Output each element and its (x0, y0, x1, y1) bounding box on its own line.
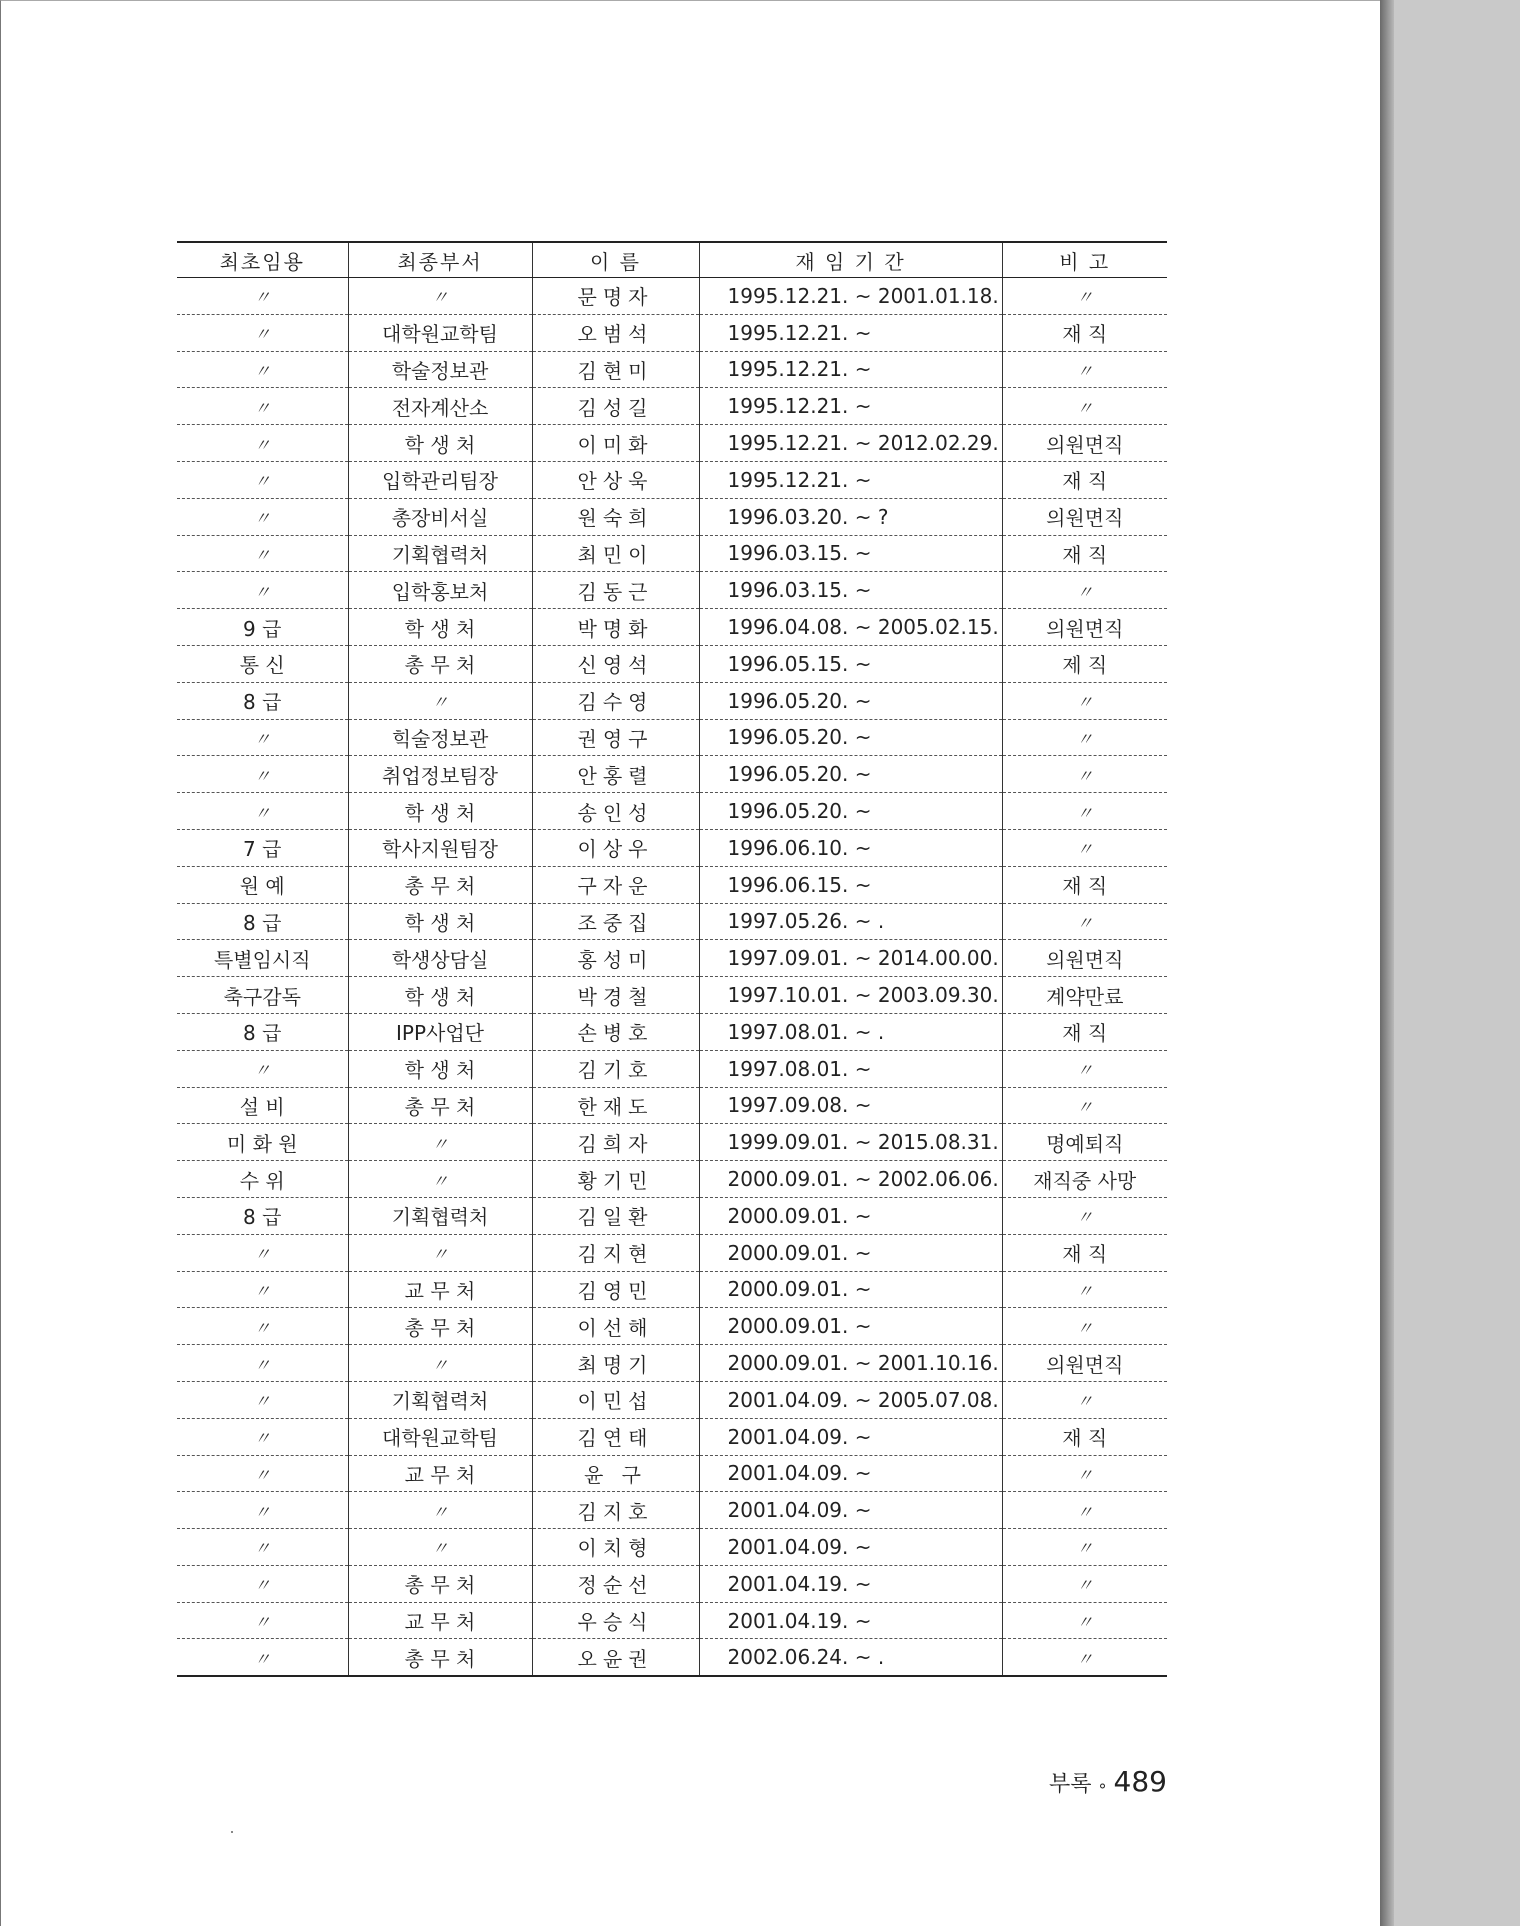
cell-remarks: 〃 (1002, 903, 1167, 940)
cell-first-appointment: 〃 (177, 1455, 348, 1492)
cell-final-department: 〃 (348, 682, 532, 719)
cell-first-appointment: 〃 (177, 278, 348, 315)
cell-remarks: 재 직 (1002, 461, 1167, 498)
table-row (177, 829, 1167, 866)
cell-remarks: 〃 (1002, 1565, 1167, 1602)
cell-final-department: 학 생 처 (348, 1050, 532, 1087)
cell-name: 김지호 (532, 1492, 699, 1529)
cell-final-department: 〃 (348, 1345, 532, 1382)
cell-name: 김성길 (532, 388, 699, 425)
cell-remarks: 제 직 (1002, 645, 1167, 682)
header-remarks: 비 고 (1002, 242, 1167, 278)
cell-final-department: 학술정보관 (348, 351, 532, 388)
cell-first-appointment: 〃 (177, 314, 348, 351)
cell-final-department: 기획협력처 (348, 1197, 532, 1234)
cell-first-appointment: 수 위 (177, 1161, 348, 1198)
cell-final-department: 학 생 처 (348, 793, 532, 830)
cell-tenure-period: 1999.09.01. ~ 2015.08.31. (699, 1124, 1002, 1161)
cell-first-appointment: 〃 (177, 351, 348, 388)
page-number: 489 (1113, 1765, 1167, 1798)
cell-first-appointment: 〃 (177, 1639, 348, 1676)
cell-final-department: 학사지원팀장 (348, 829, 532, 866)
cell-tenure-period: 1997.09.08. ~ (699, 1087, 1002, 1124)
cell-final-department: 힉술정보관 (348, 719, 532, 756)
cell-name: 한재도 (532, 1087, 699, 1124)
cell-first-appointment: 9 급 (177, 609, 348, 646)
cell-first-appointment: 〃 (177, 1565, 348, 1602)
footer-bullet: ∘ (1097, 1775, 1108, 1795)
cell-name: 구자운 (532, 866, 699, 903)
cell-name: 정순선 (532, 1565, 699, 1602)
table-row (177, 682, 1167, 719)
cell-final-department: 학 생 처 (348, 977, 532, 1014)
scan-speck (231, 1831, 233, 1833)
table-row (177, 1639, 1167, 1676)
cell-first-appointment: 〃 (177, 719, 348, 756)
cell-name: 김동근 (532, 572, 699, 609)
cell-tenure-period: 1997.09.01. ~ 2014.00.00. (699, 940, 1002, 977)
cell-final-department: 취업정보팀장 (348, 756, 532, 793)
cell-tenure-period: 1996.05.20. ~ (699, 719, 1002, 756)
cell-name: 김지현 (532, 1234, 699, 1271)
cell-remarks: 〃 (1002, 1050, 1167, 1087)
cell-name: 문명자 (532, 278, 699, 315)
cell-remarks: 재 직 (1002, 535, 1167, 572)
cell-final-department: 총 무 처 (348, 1087, 532, 1124)
cell-first-appointment: 특별임시직 (177, 940, 348, 977)
cell-remarks: 〃 (1002, 278, 1167, 315)
header-first-appointment: 최초임용 (177, 242, 348, 278)
table-row (177, 793, 1167, 830)
cell-first-appointment: 8 급 (177, 1197, 348, 1234)
header-name: 이 름 (532, 242, 699, 278)
cell-final-department: IPP사업단 (348, 1013, 532, 1050)
cell-final-department: 학 생 처 (348, 903, 532, 940)
cell-name: 안상욱 (532, 461, 699, 498)
cell-first-appointment: 〃 (177, 1345, 348, 1382)
cell-final-department: 총 무 처 (348, 1639, 532, 1676)
cell-first-appointment: 〃 (177, 756, 348, 793)
cell-tenure-period: 2000.09.01. ~ 2001.10.16. (699, 1345, 1002, 1382)
page-shadow (1380, 0, 1394, 1926)
table-row (177, 1492, 1167, 1529)
table-row (177, 1308, 1167, 1345)
cell-final-department: 교 무 처 (348, 1602, 532, 1639)
table-row (177, 1455, 1167, 1492)
table-header (177, 242, 1167, 278)
cell-name: 최민이 (532, 535, 699, 572)
cell-tenure-period: 1996.03.15. ~ (699, 535, 1002, 572)
cell-remarks: 재 직 (1002, 1234, 1167, 1271)
cell-remarks: 〃 (1002, 1308, 1167, 1345)
cell-remarks: 〃 (1002, 351, 1167, 388)
table-row (177, 1013, 1167, 1050)
cell-tenure-period: 1996.03.15. ~ (699, 572, 1002, 609)
table-row (177, 1345, 1167, 1382)
cell-remarks: 〃 (1002, 793, 1167, 830)
cell-first-appointment: 통 신 (177, 645, 348, 682)
cell-remarks: 재 직 (1002, 314, 1167, 351)
cell-tenure-period: 1997.10.01. ~ 2003.09.30. (699, 977, 1002, 1014)
cell-remarks: 재 직 (1002, 1013, 1167, 1050)
table-row (177, 866, 1167, 903)
cell-final-department: 〃 (348, 1234, 532, 1271)
cell-tenure-period: 1997.08.01. ~ (699, 1050, 1002, 1087)
cell-remarks: 재직중 사망 (1002, 1161, 1167, 1198)
cell-name: 황기민 (532, 1161, 699, 1198)
cell-remarks: 〃 (1002, 1197, 1167, 1234)
cell-tenure-period: 2000.09.01. ~ (699, 1271, 1002, 1308)
cell-final-department: 〃 (348, 1161, 532, 1198)
cell-name: 김수영 (532, 682, 699, 719)
cell-first-appointment: 7 급 (177, 829, 348, 866)
table-row (177, 1050, 1167, 1087)
table-row (177, 498, 1167, 535)
cell-tenure-period: 1995.12.21. ~ (699, 314, 1002, 351)
table-row (177, 756, 1167, 793)
cell-tenure-period: 1996.05.20. ~ (699, 756, 1002, 793)
cell-final-department: 〃 (348, 1529, 532, 1566)
cell-first-appointment: 〃 (177, 498, 348, 535)
cell-final-department: 대학원교학팀 (348, 314, 532, 351)
table-row (177, 572, 1167, 609)
footer-section-label: 부록 (1049, 1772, 1092, 1797)
cell-remarks: 〃 (1002, 1271, 1167, 1308)
cell-tenure-period: 2001.04.19. ~ (699, 1565, 1002, 1602)
cell-final-department: 〃 (348, 1492, 532, 1529)
table-row (177, 1418, 1167, 1455)
cell-final-department: 기획협력처 (348, 535, 532, 572)
cell-name: 윤 구 (532, 1455, 699, 1492)
cell-first-appointment: 〃 (177, 1602, 348, 1639)
cell-tenure-period: 2001.04.09. ~ (699, 1492, 1002, 1529)
cell-tenure-period: 2001.04.09. ~ (699, 1455, 1002, 1492)
table-row (177, 903, 1167, 940)
table-row (177, 977, 1167, 1014)
cell-remarks: 의원면직 (1002, 1345, 1167, 1382)
cell-first-appointment: 8 급 (177, 1013, 348, 1050)
cell-final-department: 학 생 처 (348, 425, 532, 462)
cell-name: 김일환 (532, 1197, 699, 1234)
cell-first-appointment: 〃 (177, 1492, 348, 1529)
cell-name: 김기호 (532, 1050, 699, 1087)
cell-tenure-period: 1995.12.21. ~ (699, 461, 1002, 498)
cell-name: 우승식 (532, 1602, 699, 1639)
cell-remarks: 계약만료 (1002, 977, 1167, 1014)
cell-name: 홍성미 (532, 940, 699, 977)
cell-name: 손병호 (532, 1013, 699, 1050)
cell-remarks: 의원면직 (1002, 609, 1167, 646)
cell-name: 이미화 (532, 425, 699, 462)
cell-name: 조중집 (532, 903, 699, 940)
cell-remarks: 〃 (1002, 388, 1167, 425)
cell-first-appointment: 〃 (177, 1234, 348, 1271)
cell-final-department: 교 무 처 (348, 1271, 532, 1308)
cell-tenure-period: 2001.04.19. ~ (699, 1602, 1002, 1639)
cell-first-appointment: 〃 (177, 425, 348, 462)
cell-final-department: 입학관리팀장 (348, 461, 532, 498)
cell-first-appointment: 〃 (177, 1271, 348, 1308)
cell-first-appointment: 축구감독 (177, 977, 348, 1014)
cell-name: 권영구 (532, 719, 699, 756)
cell-remarks: 〃 (1002, 1455, 1167, 1492)
cell-tenure-period: 2000.09.01. ~ (699, 1308, 1002, 1345)
table-row (177, 535, 1167, 572)
cell-name: 이선해 (532, 1308, 699, 1345)
cell-final-department: 총 무 처 (348, 1308, 532, 1345)
cell-remarks: 의원면직 (1002, 498, 1167, 535)
cell-final-department: 학 생 처 (348, 609, 532, 646)
cell-final-department: 대학원교학팀 (348, 1418, 532, 1455)
table-row (177, 461, 1167, 498)
cell-tenure-period: 1997.05.26. ~ . (699, 903, 1002, 940)
cell-first-appointment: 〃 (177, 793, 348, 830)
cell-remarks: 〃 (1002, 1639, 1167, 1676)
cell-tenure-period: 2001.04.09. ~ (699, 1529, 1002, 1566)
cell-tenure-period: 1995.12.21. ~ (699, 388, 1002, 425)
cell-tenure-period: 1996.05.20. ~ (699, 682, 1002, 719)
cell-remarks: 〃 (1002, 1602, 1167, 1639)
cell-remarks: 〃 (1002, 1381, 1167, 1418)
table-row (177, 1234, 1167, 1271)
table-row (177, 314, 1167, 351)
cell-remarks: 〃 (1002, 719, 1167, 756)
cell-remarks: 재 직 (1002, 866, 1167, 903)
cell-remarks: 〃 (1002, 1087, 1167, 1124)
cell-final-department: 총 무 처 (348, 1565, 532, 1602)
staff-roster-table (177, 241, 1167, 1677)
cell-name: 최명기 (532, 1345, 699, 1382)
cell-final-department: 전자계산소 (348, 388, 532, 425)
cell-tenure-period: 1996.05.15. ~ (699, 645, 1002, 682)
table-row (177, 1565, 1167, 1602)
cell-first-appointment: 〃 (177, 461, 348, 498)
cell-name: 오윤권 (532, 1639, 699, 1676)
table-row (177, 425, 1167, 462)
table-body (177, 278, 1167, 1677)
header-final-department: 최종부서 (348, 242, 532, 278)
table-row (177, 645, 1167, 682)
cell-name: 송인성 (532, 793, 699, 830)
cell-name: 박명화 (532, 609, 699, 646)
cell-first-appointment: 〃 (177, 1050, 348, 1087)
cell-tenure-period: 1996.04.08. ~ 2005.02.15. (699, 609, 1002, 646)
cell-final-department: 〃 (348, 1124, 532, 1161)
cell-tenure-period: 2000.09.01. ~ 2002.06.06. (699, 1161, 1002, 1198)
cell-first-appointment: 〃 (177, 535, 348, 572)
cell-final-department: 기획협력처 (348, 1381, 532, 1418)
header-tenure-period: 재 임 기 간 (699, 242, 1002, 278)
cell-first-appointment: 미 화 원 (177, 1124, 348, 1161)
table-row (177, 1529, 1167, 1566)
table-row (177, 1381, 1167, 1418)
table-row (177, 1161, 1167, 1198)
cell-final-department: 총장비서실 (348, 498, 532, 535)
cell-first-appointment: 원 예 (177, 866, 348, 903)
cell-tenure-period: 1995.12.21. ~ 2001.01.18. (699, 278, 1002, 315)
cell-tenure-period: 1995.12.21. ~ 2012.02.29. (699, 425, 1002, 462)
cell-first-appointment: 〃 (177, 572, 348, 609)
table-row (177, 1087, 1167, 1124)
cell-tenure-period: 2001.04.09. ~ 2005.07.08. (699, 1381, 1002, 1418)
cell-tenure-period: 1996.03.20. ~ ? (699, 498, 1002, 535)
cell-remarks: 〃 (1002, 1529, 1167, 1566)
cell-name: 이상우 (532, 829, 699, 866)
cell-name: 신영석 (532, 645, 699, 682)
cell-first-appointment: 8 급 (177, 903, 348, 940)
cell-remarks: 의원면직 (1002, 425, 1167, 462)
cell-remarks: 의원면직 (1002, 940, 1167, 977)
cell-name: 이치형 (532, 1529, 699, 1566)
table-row (177, 1271, 1167, 1308)
table-row (177, 1602, 1167, 1639)
cell-first-appointment: 〃 (177, 1308, 348, 1345)
table-row (177, 388, 1167, 425)
cell-final-department: 총 무 처 (348, 866, 532, 903)
table-row (177, 940, 1167, 977)
cell-remarks: 명예퇴직 (1002, 1124, 1167, 1161)
cell-tenure-period: 2000.09.01. ~ (699, 1197, 1002, 1234)
cell-name: 이민섭 (532, 1381, 699, 1418)
page-footer (1041, 1765, 1167, 1798)
cell-name: 박경철 (532, 977, 699, 1014)
table-row (177, 719, 1167, 756)
page-edge (1394, 0, 1520, 1926)
table-row (177, 1124, 1167, 1161)
table-row (177, 1197, 1167, 1234)
cell-tenure-period: 2002.06.24. ~ . (699, 1639, 1002, 1676)
cell-name: 김연태 (532, 1418, 699, 1455)
cell-remarks: 〃 (1002, 572, 1167, 609)
cell-first-appointment: 〃 (177, 1418, 348, 1455)
cell-remarks: 재 직 (1002, 1418, 1167, 1455)
cell-tenure-period: 1995.12.21. ~ (699, 351, 1002, 388)
cell-name: 김희자 (532, 1124, 699, 1161)
cell-tenure-period: 1997.08.01. ~ . (699, 1013, 1002, 1050)
cell-name: 원숙희 (532, 498, 699, 535)
header-row (177, 242, 1167, 278)
cell-first-appointment: 8 급 (177, 682, 348, 719)
cell-remarks: 〃 (1002, 1492, 1167, 1529)
cell-final-department: 총 무 처 (348, 645, 532, 682)
table-row (177, 609, 1167, 646)
cell-first-appointment: 〃 (177, 1529, 348, 1566)
cell-remarks: 〃 (1002, 829, 1167, 866)
cell-tenure-period: 1996.06.15. ~ (699, 866, 1002, 903)
table-row (177, 351, 1167, 388)
cell-name: 오범석 (532, 314, 699, 351)
cell-tenure-period: 2001.04.09. ~ (699, 1418, 1002, 1455)
cell-tenure-period: 1996.06.10. ~ (699, 829, 1002, 866)
cell-name: 김영민 (532, 1271, 699, 1308)
cell-final-department: 〃 (348, 278, 532, 315)
cell-remarks: 〃 (1002, 682, 1167, 719)
cell-tenure-period: 2000.09.01. ~ (699, 1234, 1002, 1271)
cell-name: 안홍렬 (532, 756, 699, 793)
cell-first-appointment: 〃 (177, 388, 348, 425)
cell-final-department: 입학홍보처 (348, 572, 532, 609)
table-row (177, 278, 1167, 315)
cell-first-appointment: 설 비 (177, 1087, 348, 1124)
cell-name: 김현미 (532, 351, 699, 388)
cell-final-department: 교 무 처 (348, 1455, 532, 1492)
cell-final-department: 학생상담실 (348, 940, 532, 977)
cell-first-appointment: 〃 (177, 1381, 348, 1418)
cell-remarks: 〃 (1002, 756, 1167, 793)
cell-tenure-period: 1996.05.20. ~ (699, 793, 1002, 830)
